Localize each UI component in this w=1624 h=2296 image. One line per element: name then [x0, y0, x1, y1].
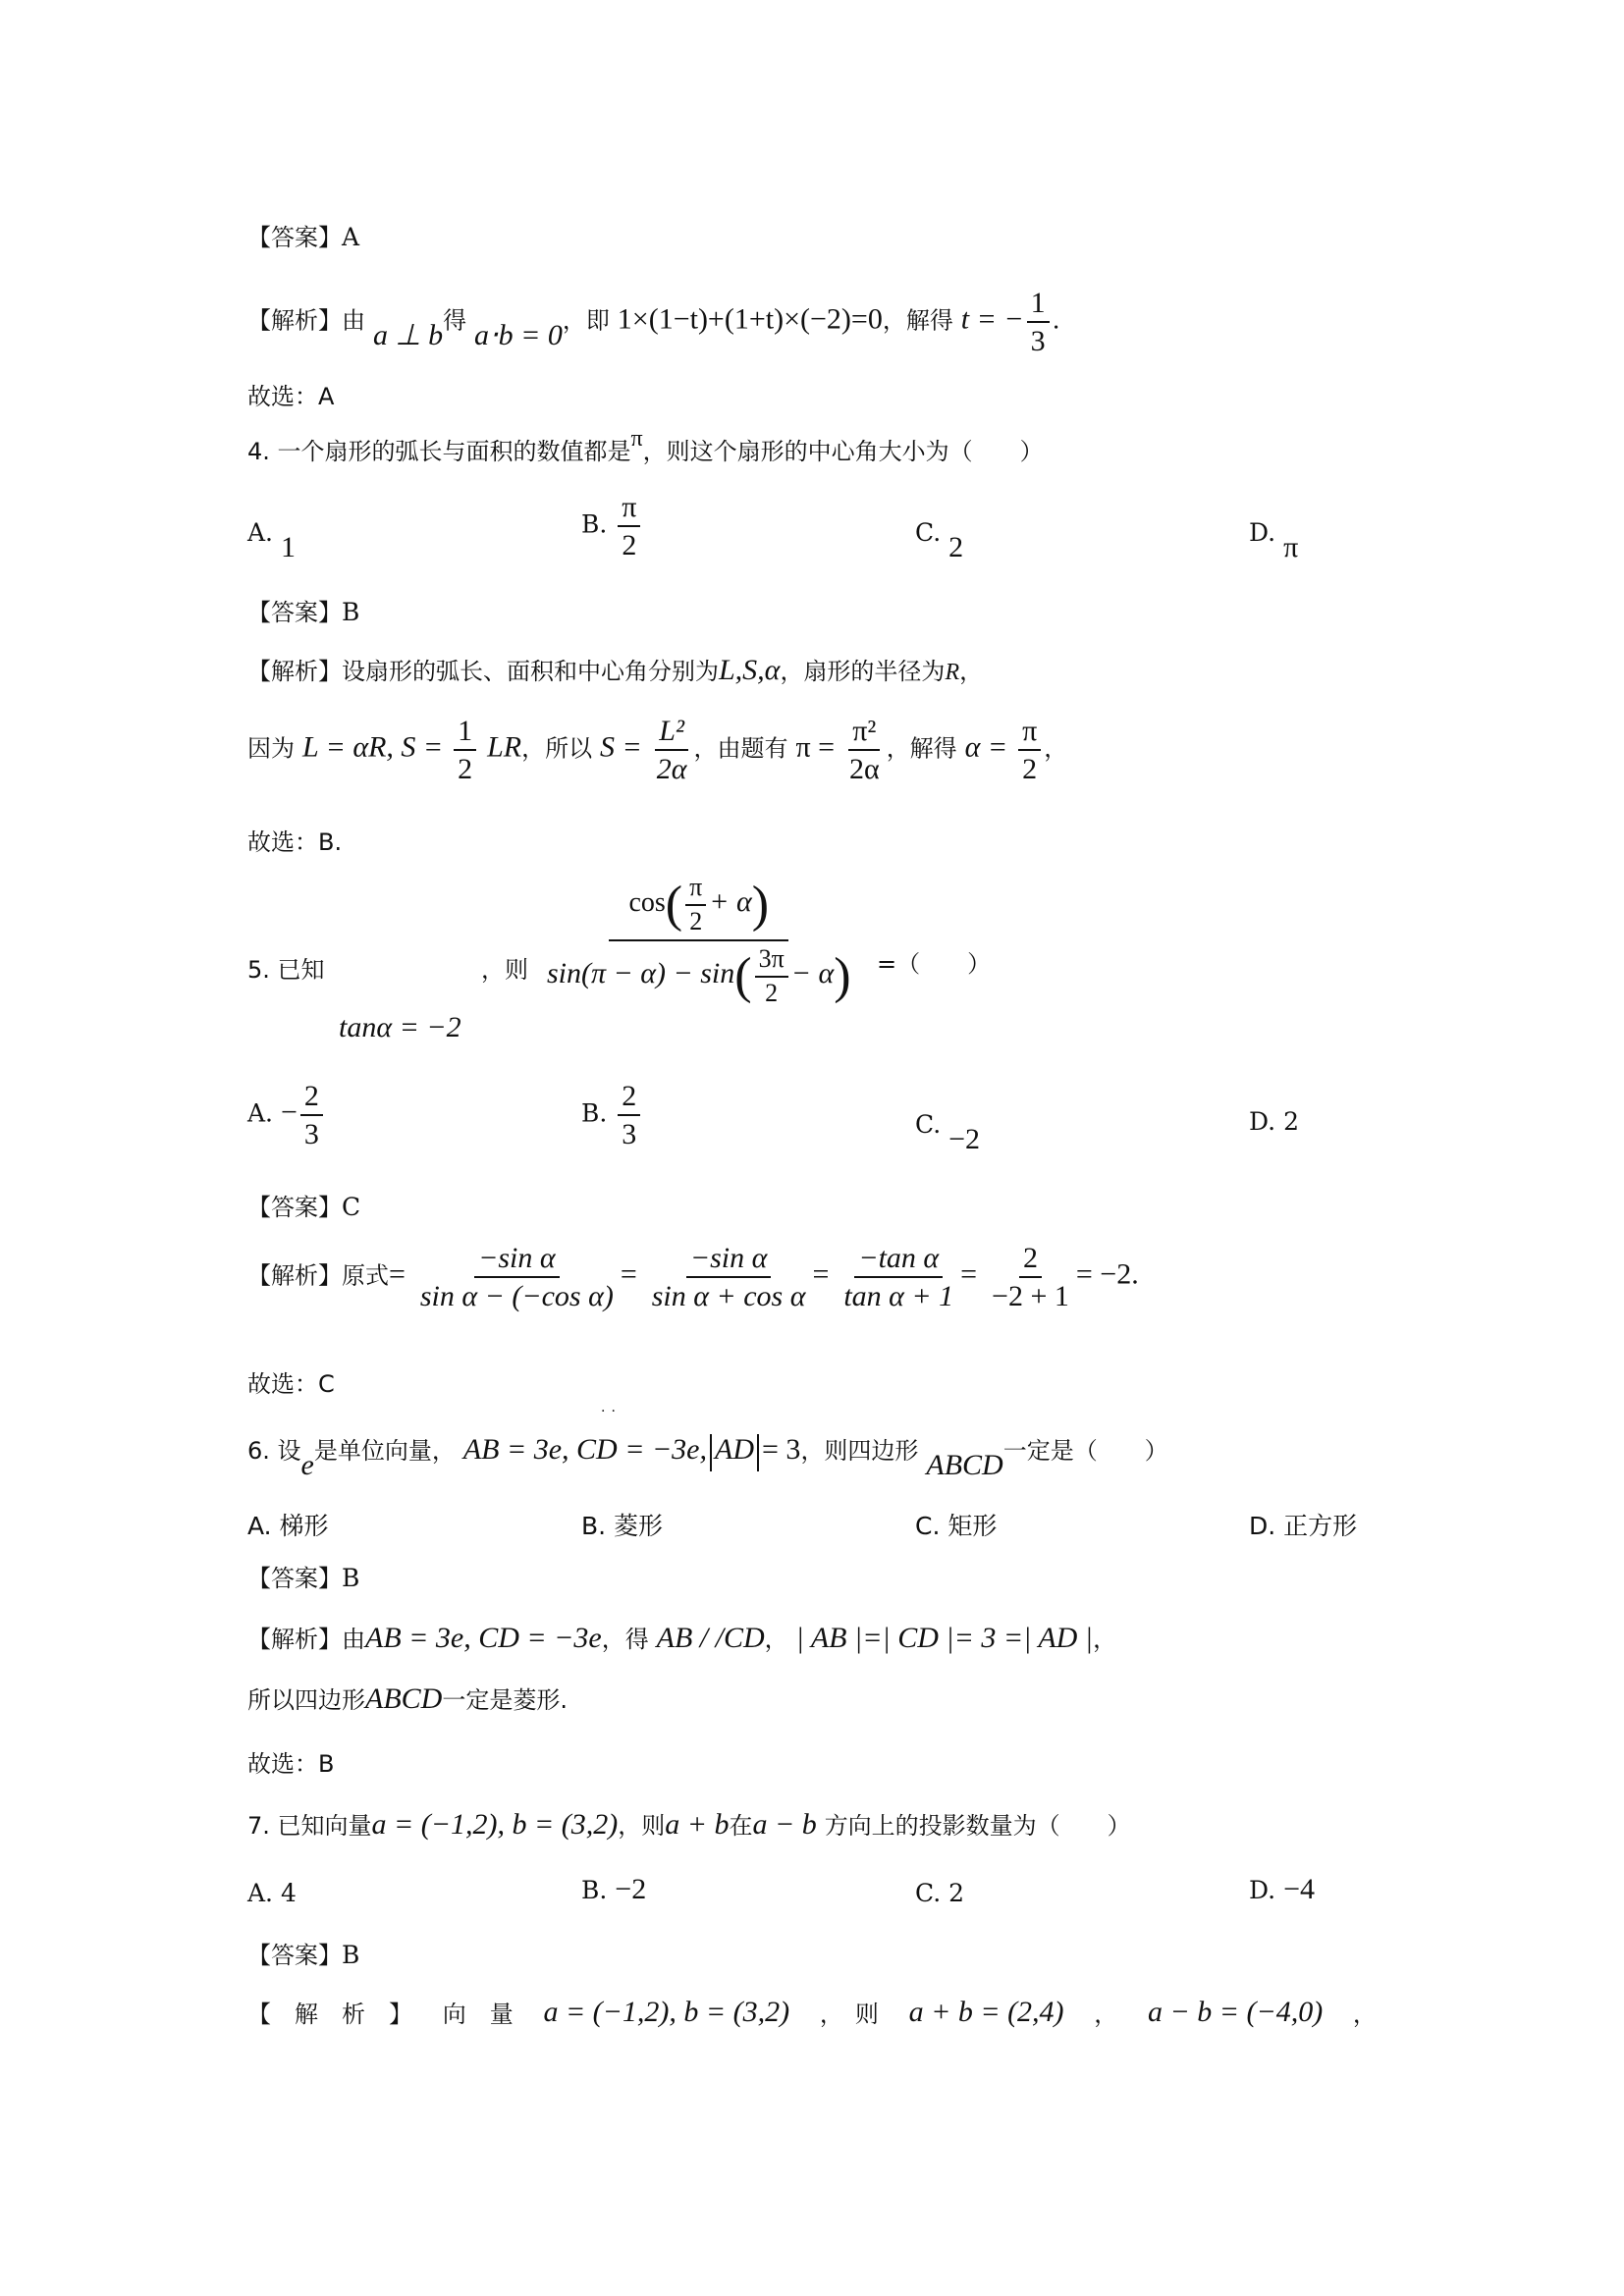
- q3-analysis: 【解析】由 a ⊥ b得 a⋅b = 0，即 1×(1−t)+(1+t)×(−2)=0，解得 t = − $\frac{1}{3}$ .: [247, 287, 1060, 357]
- q3-conclusion: 故选：A: [247, 383, 335, 410]
- q5-analysis: 【解析】原式= $\frac{\text{−sin α}}{\text{sin α − (−cos α)}}$ = $\frac{\text{−sin α}}{\text{sin α + cos α}}$ = $\frac{\text{−tan α}}{\text{tan α + 1}}$ = $\frac{2}{-2 + 1}$ = −2.: [247, 1242, 1139, 1312]
- fraction: $\frac{1}{3}$: [1027, 287, 1050, 357]
- q4-option-a: A. 1: [247, 518, 296, 563]
- q5-option-b: B. $\frac{2}{3}$: [581, 1080, 643, 1150]
- q4-analysis-line2: 因为 L = αR, S = $\frac{1}{2}$ LR，所以 S = $\frac{\text{L²}}{2\alpha}$ ，由题有 π = $\frac{\text{π²}}{2\alpha}$ ，解得 α = $\frac{\pi}{2}$ ，: [247, 715, 1068, 785]
- q5-option-a: A. − $\frac{2}{3}$: [247, 1080, 326, 1150]
- q6-option-a: A. 梯形: [247, 1512, 329, 1540]
- q4-analysis-line1: 【解析】设扇形的弧长、面积和中心角分别为L,S,α，扇形的半径为R，: [247, 654, 984, 686]
- q7-answer: 【答案】B: [247, 1941, 360, 1969]
- q6-analysis-line2: 所以四边形ABCD一定是菱形.: [247, 1682, 568, 1715]
- q6-option-c: C. 矩形: [915, 1512, 998, 1540]
- q7-stem: 7. 已知向量a = (−1,2), b = (3,2)，则a + b在a − b 方向上的投影数量为（ ）: [247, 1808, 1131, 1841]
- q4-option-b: B. $\frac{\pi}{2}$: [581, 491, 643, 561]
- q5-stem-prefix: 5. 已知: [247, 956, 325, 984]
- q5-stem-mid: ，则: [481, 956, 528, 984]
- q6-analysis-line1: 【解析】由AB = 3e, CD = −3e，得 AB / /CD， | AB |=| CD |= 3 =| AD |，: [247, 1622, 1117, 1654]
- q4-option-c: C. 2: [915, 518, 964, 563]
- q6-conclusion: 故选：B: [247, 1750, 335, 1778]
- q5-option-c: C. −2: [915, 1110, 981, 1155]
- q6-option-d: D. 正方形: [1249, 1512, 1358, 1540]
- q7-option-b: B. −2: [581, 1873, 647, 1905]
- q4-answer: 【答案】B: [247, 598, 360, 626]
- q4-option-d: D. π: [1249, 518, 1299, 563]
- q5-option-d: D. 2: [1249, 1107, 1299, 1136]
- q4-conclusion: 故选：B.: [247, 828, 343, 856]
- q7-option-a: A. 4: [247, 1879, 297, 1907]
- q6-answer: 【答案】B: [247, 1564, 360, 1592]
- q7-analysis: 【 解 析 】 向 量 a = (−1,2), b = (3,2) ， 则 a + b = (2,4) ， a − b = (−4,0) ，: [247, 1995, 1377, 2028]
- q3-answer: 【答案】A: [247, 223, 360, 251]
- q5-expression: cos( $\frac{\pi}{2}$ + α) sin(π − α) − sin( $\frac{3\pi}{2}$ − α): [547, 873, 851, 1007]
- q5-given: tanα = −2: [339, 1011, 461, 1043]
- q5-stem-suffix: =（ ）: [877, 950, 992, 978]
- q5-answer: 【答案】C: [247, 1193, 361, 1221]
- vector-arrow-artifact: ··: [601, 1404, 622, 1419]
- q6-option-b: B. 菱形: [581, 1512, 664, 1540]
- q6-stem: 6. 设e是单位向量， AB = 3e, CD = −3e, AD = 3，则四边形 ABCD一定是（ ）: [247, 1433, 1168, 1481]
- q7-option-d: D. −4: [1249, 1873, 1315, 1905]
- q3-answer-value: A: [342, 223, 360, 251]
- q7-option-c: C. 2: [915, 1879, 965, 1907]
- q4-stem: 4. 一个扇形的弧长与面积的数值都是π，则这个扇形的中心角大小为（ ）: [247, 426, 1044, 465]
- q5-conclusion: 故选：C: [247, 1370, 335, 1398]
